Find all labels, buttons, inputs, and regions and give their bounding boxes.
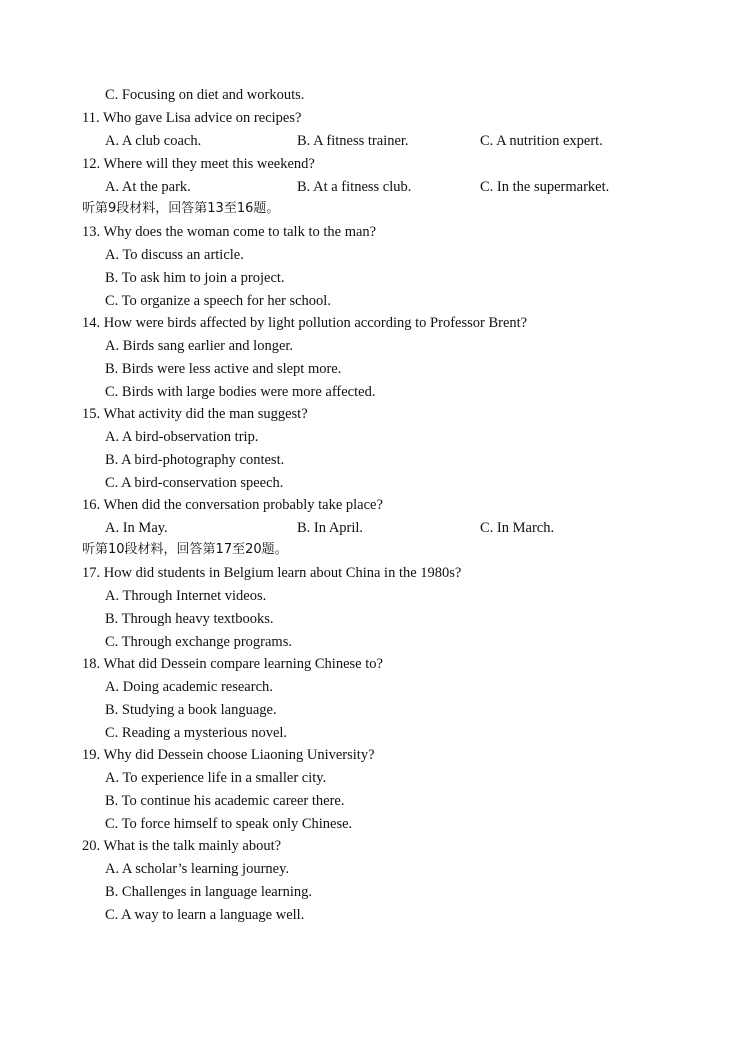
q13-stem: 13. Why does the woman come to talk to the man?	[82, 224, 377, 240]
q14-option-b: B. Birds were less active and slept more.	[105, 361, 342, 377]
q13-option-a: A. To discuss an article.	[105, 247, 244, 263]
q15-stem: 15. What activity did the man suggest?	[82, 406, 308, 422]
q16-option-c: C. In March.	[480, 520, 555, 536]
q16-option-a: A. In May.	[105, 520, 168, 536]
q18-option-b: B. Studying a book language.	[105, 702, 277, 718]
q19-option-c: C. To force himself to speak only Chinese.	[105, 816, 353, 832]
q18-option-a: A. Doing academic research.	[105, 679, 273, 695]
q18-stem: 18. What did Dessein compare learning Chinese to?	[82, 656, 383, 672]
q17-option-a: A. Through Internet videos.	[105, 588, 267, 604]
q20-option-b: B. Challenges in language learning.	[105, 884, 312, 900]
q15-option-c: C. A bird-conservation speech.	[105, 475, 284, 491]
q19-option-a: A. To experience life in a smaller city.	[105, 770, 327, 786]
q11-option-c: C. A nutrition expert.	[480, 133, 603, 149]
q18-option-c: C. Reading a mysterious novel.	[105, 725, 288, 741]
section-9-heading: 听第9段材料，回答第13至16题。	[82, 201, 280, 216]
q11-option-a: A. A club coach.	[105, 133, 202, 149]
q12-option-c: C. In the supermarket.	[480, 179, 610, 195]
q20-option-c: C. A way to learn a language well.	[105, 907, 305, 923]
q14-option-a: A. Birds sang earlier and longer.	[105, 338, 294, 354]
q12-option-b: B. At a fitness club.	[297, 179, 412, 195]
q13-option-b: B. To ask him to join a project.	[105, 270, 285, 286]
q15-option-a: A. A bird-observation trip.	[105, 429, 259, 445]
q19-stem: 19. Why did Dessein choose Liaoning University?	[82, 747, 375, 763]
q17-stem: 17. How did students in Belgium learn about China in the 1980s?	[82, 565, 462, 581]
q16-option-b: B. In April.	[297, 520, 364, 536]
q10-option-c: C. Focusing on diet and workouts.	[105, 87, 305, 103]
section-10-heading: 听第10段材料，回答第17至20题。	[82, 542, 288, 557]
q16-stem: 16. When did the conversation probably take place?	[82, 497, 383, 513]
q15-option-b: B. A bird-photography contest.	[105, 452, 285, 468]
q19-option-b: B. To continue his academic career there.	[105, 793, 345, 809]
q13-option-c: C. To organize a speech for her school.	[105, 293, 331, 309]
q11-stem: 11. Who gave Lisa advice on recipes?	[82, 110, 302, 126]
q20-stem: 20. What is the talk mainly about?	[82, 838, 282, 854]
q17-option-c: C. Through exchange programs.	[105, 634, 292, 650]
q12-stem: 12. Where will they meet this weekend?	[82, 156, 315, 172]
q11-option-b: B. A fitness trainer.	[297, 133, 409, 149]
q17-option-b: B. Through heavy textbooks.	[105, 611, 274, 627]
q14-stem: 14. How were birds affected by light pollution according to Professor Brent?	[82, 315, 528, 331]
q20-option-a: A. A scholar’s learning journey.	[105, 861, 290, 877]
q12-option-a: A. At the park.	[105, 179, 191, 195]
q14-option-c: C. Birds with large bodies were more affected.	[105, 384, 376, 400]
